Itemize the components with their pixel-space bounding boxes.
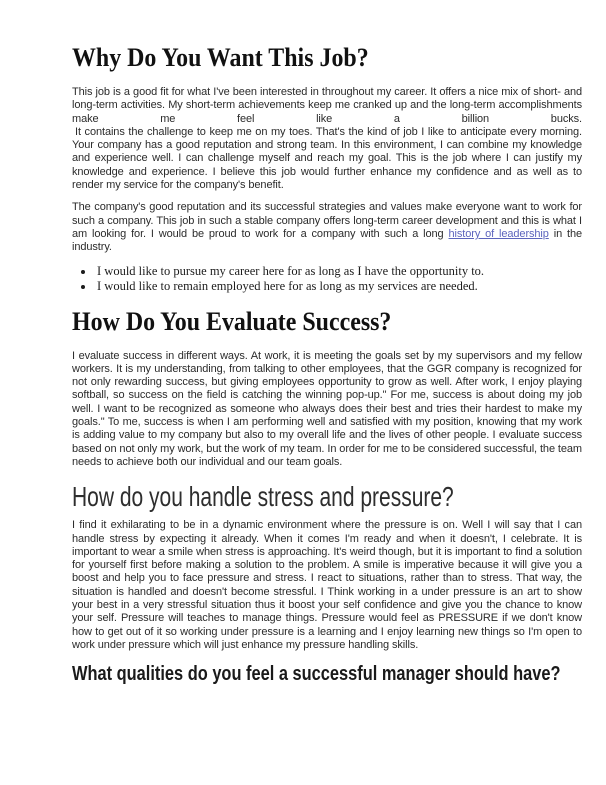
answer-paragraph-stress-pressure: I find it exhilarating to be in a dynamic environment where the pressure is on. Well I will say that I can handle stress by expecting it already. When it comes I'm ready and when it doesn't, I celebrate. It is important to wear a smile when stress is approaching. It's weird though, but it is important to find a solution for yourself first before making a solution to the problem. A smile is imperative because it will give you a boost and help you to face pressure and stress. I react to situations, rather than to stress. That way, the situation is handled and doesn't become stressful. I Think working in a under pressure is an art to show your best in a very stressful situation thus it boost your self confidence and give you the chance to know your self. Pressure will teaches to manage things. Pressure would feel as PRESSURE if we don't know how to get out of it so working under pressure is a learning and I enjoy learning new things so I'm open to work under pressure which will just enhance my pressure handling skills. [72, 519, 582, 651]
paragraph-text-before-link: The company's good reputation and its successful strategies and values make everyone want to work for such a company. This job in such a stable company offers long-term career development and this is what I am looking for. I would be proud to work for a company with such a long [72, 201, 582, 240]
heading-qualities-successful-manager: What qualities do you feel a successful manager should have? [72, 663, 561, 686]
history-of-leadership-link[interactable]: history of leadership [448, 227, 549, 240]
heading-why-do-you-want-this-job: Why Do You Want This Job? [72, 43, 369, 72]
answer-paragraph-job-fit: This job is a good fit for what I've been interested in throughout my career. It offers a nice mix of short- and long-term activities. My short-term achievements keep me cranked up and the long-term accomplishments make me feel like a billion bucks. [72, 86, 582, 125]
answer-paragraph-reputation [72, 201, 582, 254]
answer-paragraph-evaluate-success: I evaluate success in different ways. At work, it is meeting the goals set by my supervisors and my fellow workers. It is my understanding, from talking to other employees, that the GGR company is recognized for not only rewarding success, but giving employees opportunity to grow as well. After work, I enjoy playing softball, so success on the field is catching the winning pop-up." For me, success is about doing my job well. I want to be recognized as someone who always does their best and tries their hardest to make my goals." To me, success is when I am performing well and satisfied with my position, knowing that my work is adding value to my company but also to my overall life and the lives of other people. I evaluate success based on not only my work, but the work of my team. In order for me to be considered successful, the team needs to achieve both our individual and our team goals. [72, 349, 582, 468]
career-bullet-list [72, 264, 582, 295]
list-item-pursue-career: • I would like to pursue my career here for as long as I have the opportunity to. [95, 264, 582, 280]
heading-handle-stress-and-pressure: How do you handle stress and pressure? [72, 481, 454, 513]
list-item-remain-employed: • I would like to remain employed here for as long as my services are needed. [95, 279, 582, 295]
answer-paragraph-challenge: It contains the challenge to keep me on my toes. That's the kind of job I like to anticipate every morning. Your company has a good reputation and strong team. In this environment, I can combine my knowledge and experience well. I can challenge myself and reach my goal. This is the job where I can justify my knowledge and experience. I believe this job would further enhance my confidence and as well as to render my service for the company's benefit. [72, 125, 582, 192]
paragraph-text-after-link: in the industry. [72, 227, 583, 254]
heading-how-do-you-evaluate-success: How Do You Evaluate Success? [72, 306, 392, 336]
